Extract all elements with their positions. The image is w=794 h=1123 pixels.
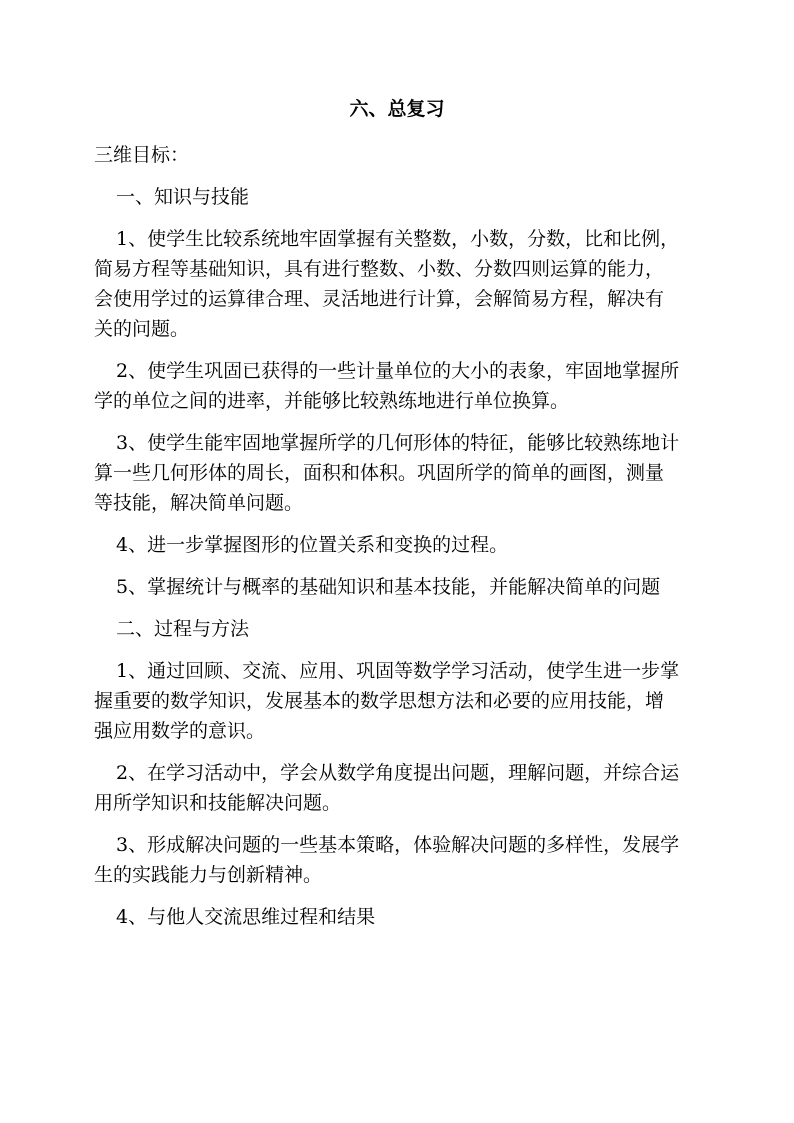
- section-1-title: 一、知识与技能: [116, 186, 250, 208]
- paragraph-line: 3、使学生能牢固地掌握所学的几何形体的特征，能够比较熟练地计: [116, 432, 680, 454]
- paragraph-line: 4、进一步掌握图形的位置关系和变换的过程。: [116, 534, 509, 556]
- paragraph-line: 强应用数学的意识。: [94, 720, 266, 742]
- paragraph-line: 算一些几何形体的周长，面积和体积。巩固所学的简单的画图，测量: [94, 462, 665, 484]
- paragraph-line: 2、使学生巩固已获得的一些计量单位的大小的表象，牢固地掌握所: [116, 360, 680, 382]
- section-2-title: 二、过程与方法: [116, 618, 250, 640]
- paragraph-line: 2、在学习活动中，学会从数学角度提出问题，理解问题，并综合运: [116, 762, 680, 784]
- paragraph-line: 会使用学过的运算律合理、灵活地进行计算，会解简易方程，解决有: [94, 288, 665, 310]
- paragraph-line: 3、形成解决问题的一些基本策略，体验解决问题的多样性，发展学: [116, 834, 680, 856]
- document-title: 六、总复习: [349, 98, 445, 120]
- paragraph-line: 1、通过回顾、交流、应用、巩固等数学学习活动，使学生进一步掌: [116, 660, 680, 682]
- paragraph-line: 简易方程等基础知识，具有进行整数、小数、分数四则运算的能力，: [94, 258, 665, 280]
- paragraph-line: 生的实践能力与创新精神。: [94, 864, 323, 886]
- section-2-item-1: [94, 656, 706, 746]
- paragraph-line: 关的问题。: [94, 318, 190, 340]
- section-2-item-3: [94, 830, 706, 890]
- paragraph-line: 5、掌握统计与概率的基础知识和基本技能，并能解决简单的问题: [116, 576, 661, 598]
- paragraph-line: 4、与他人交流思维过程和结果: [116, 906, 376, 928]
- paragraph-line: 用所学知识和技能解决问题。: [94, 792, 342, 814]
- document-body: [94, 140, 706, 932]
- section-1-item-2: [94, 356, 706, 416]
- paragraph-line: 等技能，解决简单问题。: [94, 492, 304, 514]
- section-1-item-1: [94, 224, 706, 344]
- section-2-item-4: [94, 902, 706, 932]
- paragraph-line: 1、使学生比较系统地牢固掌握有关整数，小数，分数，比和比例，: [116, 228, 680, 250]
- paragraph-line: 握重要的数学知识，发展基本的数学思想方法和必要的应用技能，增: [94, 690, 665, 712]
- section-1-item-4: [94, 530, 706, 560]
- objectives-heading: 三维目标：: [94, 144, 190, 166]
- section-1-item-3: [94, 428, 706, 518]
- section-1-item-5: [94, 572, 706, 602]
- section-2-item-2: [94, 758, 706, 818]
- paragraph-line: 学的单位之间的进率，并能够比较熟练地进行单位换算。: [94, 390, 570, 412]
